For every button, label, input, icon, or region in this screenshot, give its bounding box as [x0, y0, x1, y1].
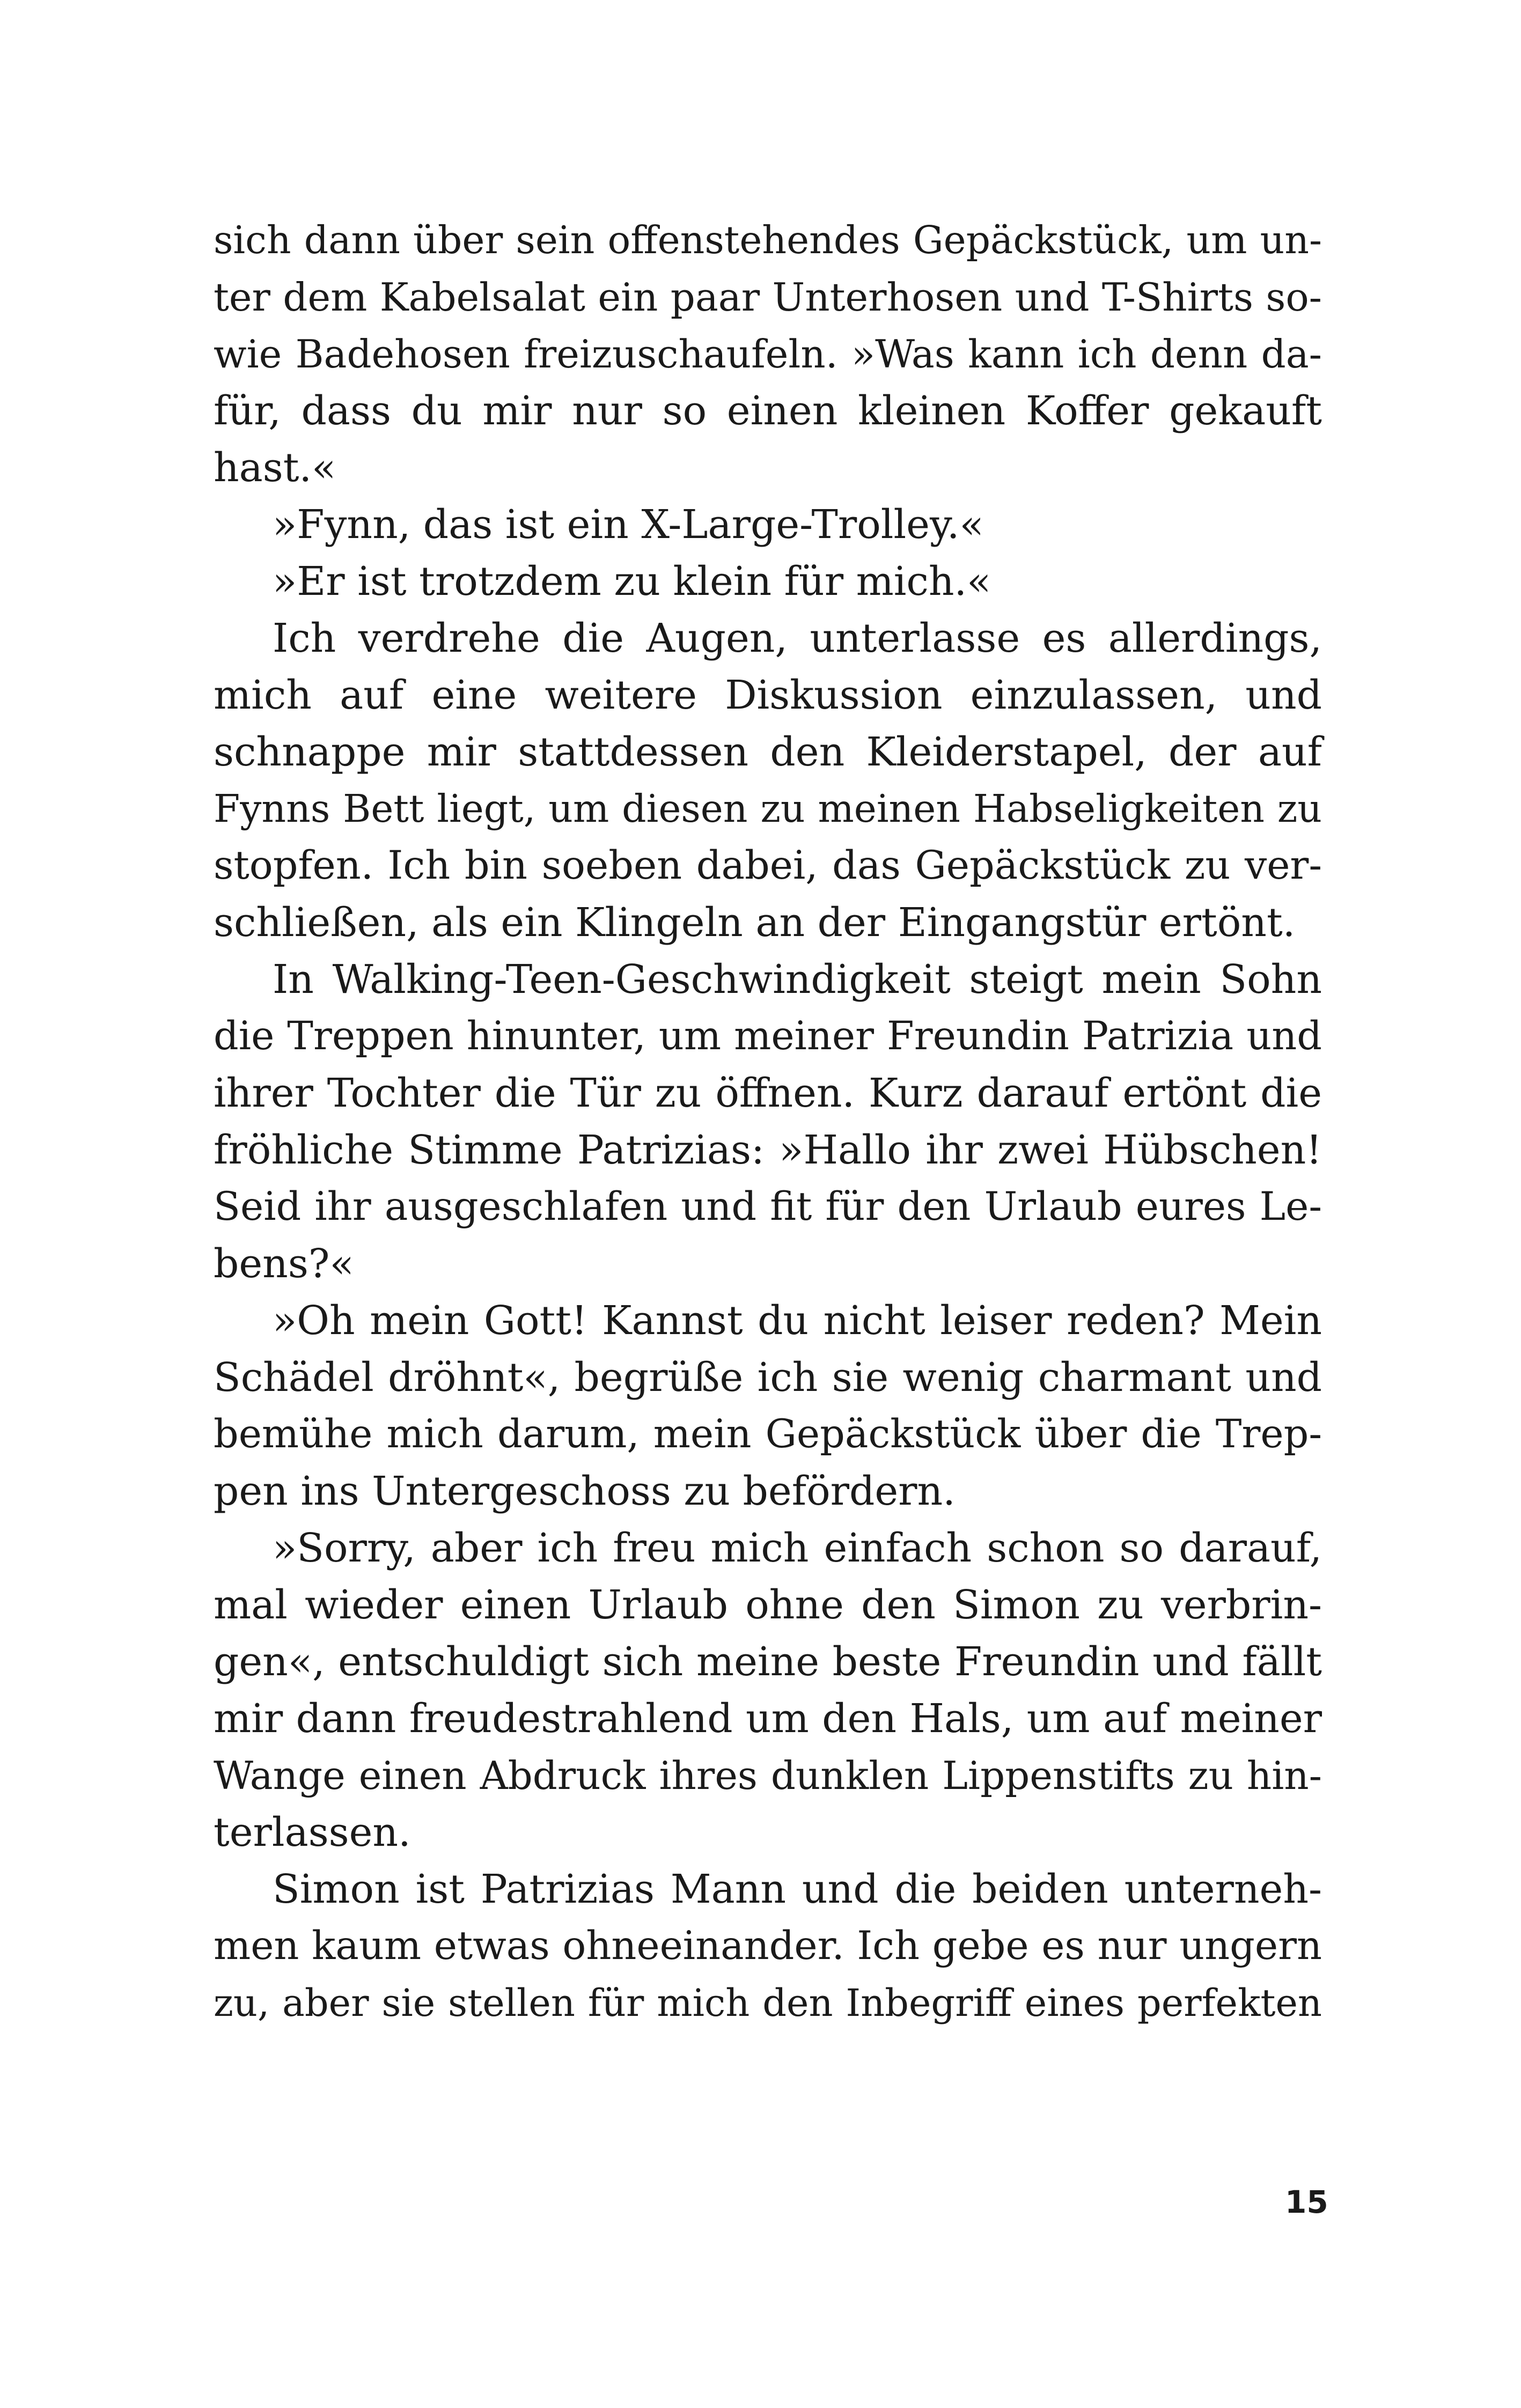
- paragraph: [214, 1520, 1322, 1861]
- text-line: mir dann freudestrahlend um den Hals, um auf meiner: [214, 1696, 1322, 1742]
- text-line: ihrer Tochter die Tür zu öffnen. Kurz darauf ertönt die: [214, 1070, 1322, 1116]
- text-line: zu, aber sie stellen für mich den Inbegriff eines perfekten: [214, 1981, 1322, 2025]
- text-line: mich auf eine weitere Diskussion einzulassen, und: [214, 672, 1322, 718]
- paragraph: [214, 212, 1322, 496]
- text-line: Schädel dröhnt«, begrüße ich sie wenig charmant und: [214, 1354, 1322, 1401]
- paragraph: [214, 496, 1322, 553]
- text-line: schließen, als ein Klingeln an der Eingangstür ertönt.: [214, 900, 1296, 946]
- text-line: mal wieder einen Urlaub ohne den Simon zu verbrin-: [214, 1582, 1322, 1628]
- text-line: Simon ist Patrizias Mann und die beiden unterneh-: [273, 1866, 1322, 1912]
- page-body: [214, 212, 1322, 2031]
- page-number: 15: [1285, 2184, 1328, 2220]
- text-line: schnappe mir stattdessen den Kleiderstapel, der auf: [214, 729, 1322, 775]
- text-line: Wange einen Abdruck ihres dunklen Lippenstifts zu hin-: [214, 1753, 1322, 1798]
- text-line: Ich verdrehe die Augen, unterlasse es allerdings,: [273, 615, 1322, 661]
- paragraph: [214, 1292, 1322, 1520]
- text-line: men kaum etwas ohneeinander. Ich gebe es nur ungern: [214, 1923, 1322, 1969]
- paragraph: [214, 553, 1322, 610]
- text-line: die Treppen hinunter, um meiner Freundin Patrizia und: [214, 1013, 1322, 1059]
- text-line: »Fynn, das ist ein X-Large-Trolley.«: [273, 502, 984, 548]
- text-line: sich dann über sein offenstehendes Gepäckstück, um un-: [214, 218, 1322, 262]
- text-line: stopfen. Ich bin soeben dabei, das Gepäckstück zu ver-: [214, 843, 1322, 888]
- text-line: In Walking-Teen-Geschwindigkeit steigt mein Sohn: [273, 956, 1322, 1003]
- paragraph: [214, 1861, 1322, 2031]
- text-line: Seid ihr ausgeschlafen und fit für den Urlaub eures Le-: [214, 1184, 1322, 1229]
- text-line: terlassen.: [214, 1809, 411, 1855]
- text-line: pen ins Untergeschoss zu befördern.: [214, 1468, 956, 1514]
- text-line: »Er ist trotzdem zu klein für mich.«: [273, 558, 991, 605]
- text-line: wie Badehosen freizuschaufeln. »Was kann ich denn da-: [214, 332, 1322, 377]
- paragraph: [214, 610, 1322, 951]
- paragraph: [214, 951, 1322, 1292]
- text-line: bens?«: [214, 1241, 354, 1287]
- text-line: »Sorry, aber ich freu mich einfach schon so darauf,: [273, 1525, 1322, 1571]
- text-line: »Oh mein Gott! Kannst du nicht leiser reden? Mein: [273, 1298, 1322, 1344]
- text-line: fröhliche Stimme Patrizias: »Hallo ihr zwei Hübschen!: [214, 1127, 1322, 1173]
- text-line: bemühe mich darum, mein Gepäckstück über die Trep-: [214, 1411, 1322, 1457]
- text-line: Fynns Bett liegt, um diesen zu meinen Habseligkeiten zu: [214, 786, 1322, 831]
- text-line: hast.«: [214, 445, 336, 491]
- text-line: ter dem Kabelsalat ein paar Unterhosen und T-Shirts so-: [214, 275, 1322, 320]
- text-line: gen«, entschuldigt sich meine beste Freundin und fällt: [214, 1639, 1322, 1685]
- text-line: für, dass du mir nur so einen kleinen Koffer gekauft: [214, 388, 1322, 434]
